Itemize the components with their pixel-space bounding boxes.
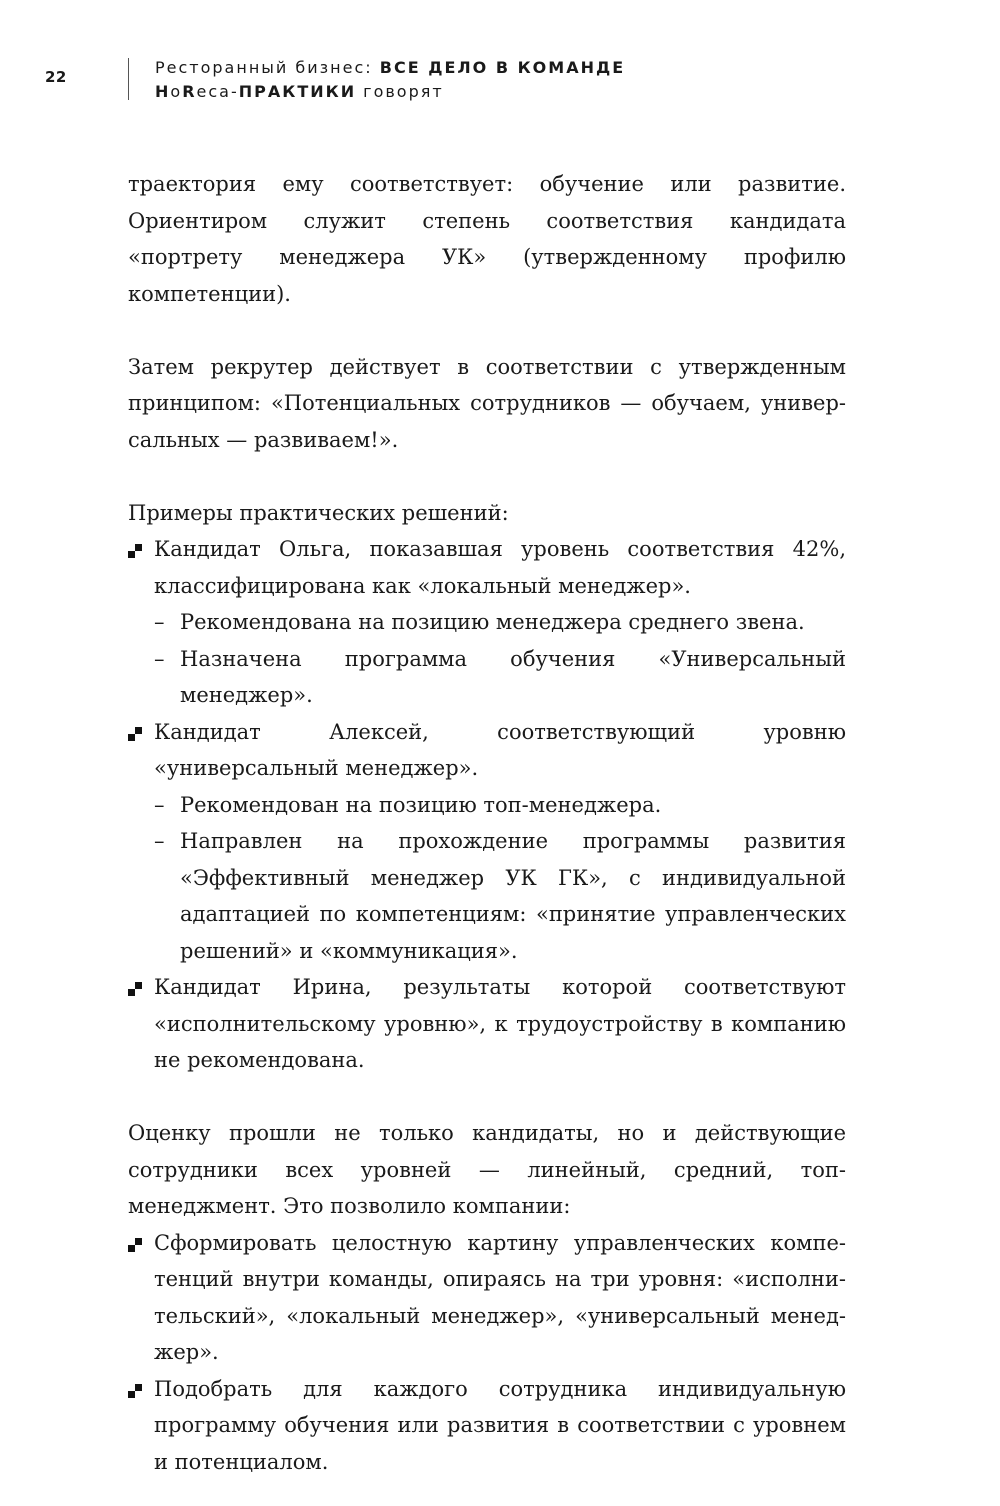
- dash-marker: –: [154, 829, 165, 853]
- header-title: [155, 56, 625, 104]
- page-body: [128, 166, 846, 1480]
- list-item: [128, 1371, 846, 1481]
- examples-list: [128, 531, 846, 1079]
- running-header: [0, 0, 1000, 120]
- paragraph: траектория ему соответствует: обучение или развитие. Ориентиром служит степень соответствия кандидата «портрету менеджера УК» (утвержденному профилю компетенции).: [128, 172, 846, 306]
- list-item-text: Кандидат Алексей, соответствующий уровню «универсальный менеджер».: [154, 719, 846, 780]
- list-item-text: Сформировать целостную картину управленческих компетенций внутри команды, опираясь на три уровня: «исполнительский», «локальный менеджер», «универсальный менеджер».: [154, 1230, 846, 1364]
- sub-item: [128, 604, 846, 641]
- sub-item-text: Рекомендован на позицию топ-менеджера.: [180, 792, 662, 817]
- book-title-regular: Ресторанный бизнес:: [155, 58, 380, 77]
- list-item-text: Подобрать для каждого сотрудника индивидуальную программу обучения или развития в соответствии с уровнем и потенциалом.: [154, 1376, 846, 1474]
- series-eca: eca-: [196, 82, 239, 101]
- book-title: [155, 56, 625, 80]
- examples-intro: Примеры практических решений:: [128, 500, 509, 525]
- outcomes-list: [128, 1225, 846, 1481]
- list-item: [128, 969, 846, 1079]
- header-divider: [128, 58, 129, 100]
- sub-item-text: Назначена программа обучения «Универсальный менеджер».: [180, 646, 846, 707]
- bullet-icon: [128, 544, 142, 558]
- sub-item-text: Направлен на прохождение программы развития «Эффективный менеджер УК ГК», с индивидуальной адаптацией по компетенциям: «принятие управленческих решений» и «коммуникация».: [180, 829, 846, 963]
- paragraph: Оценку прошли не только кандидаты, но и действующие сотрудники всех уровней — линейный, средний, топ-менеджмент. Это позволило компании:: [128, 1121, 846, 1218]
- series-govoryat: говорят: [356, 82, 444, 101]
- sub-item: [128, 823, 846, 969]
- sub-item-text: Рекомендована на позицию менеджера среднего звена.: [180, 610, 805, 634]
- series-praktiki: ПРАКТИКИ: [238, 82, 357, 101]
- list-item: [128, 714, 846, 787]
- dash-marker: –: [154, 646, 165, 671]
- bullet-icon: [128, 1384, 142, 1398]
- book-title-bold: ВСЕ ДЕЛО В КОМАНДЕ: [379, 58, 626, 77]
- bullet-icon: [128, 982, 142, 996]
- dash-marker: –: [154, 792, 165, 817]
- series-title: [155, 80, 625, 104]
- series-o: o: [170, 82, 183, 101]
- sub-item: [128, 641, 846, 714]
- series-h: H: [155, 82, 171, 101]
- list-item-text: Кандидат Ирина, результаты которой соответствуют «исполнительскому уровню», к трудоустройству в компанию не рекомендована.: [154, 975, 846, 1072]
- paragraph: Затем рекрутер действует в соответствии с утвержденным принципом: «Потенциальных сотрудников — обучаем, универсальных — развиваем!».: [128, 354, 846, 452]
- list-item: [128, 1225, 846, 1371]
- bullet-icon: [128, 727, 142, 741]
- list-item-text: Кандидат Ольга, показавшая уровень соответствия 42%, классифицирована как «локальный менеджер».: [154, 537, 846, 598]
- sub-item: [128, 787, 846, 824]
- page-number: 22: [45, 68, 67, 86]
- dash-marker: –: [154, 610, 165, 634]
- bullet-icon: [128, 1238, 142, 1252]
- list-item: [128, 531, 846, 604]
- series-r: R: [182, 82, 197, 101]
